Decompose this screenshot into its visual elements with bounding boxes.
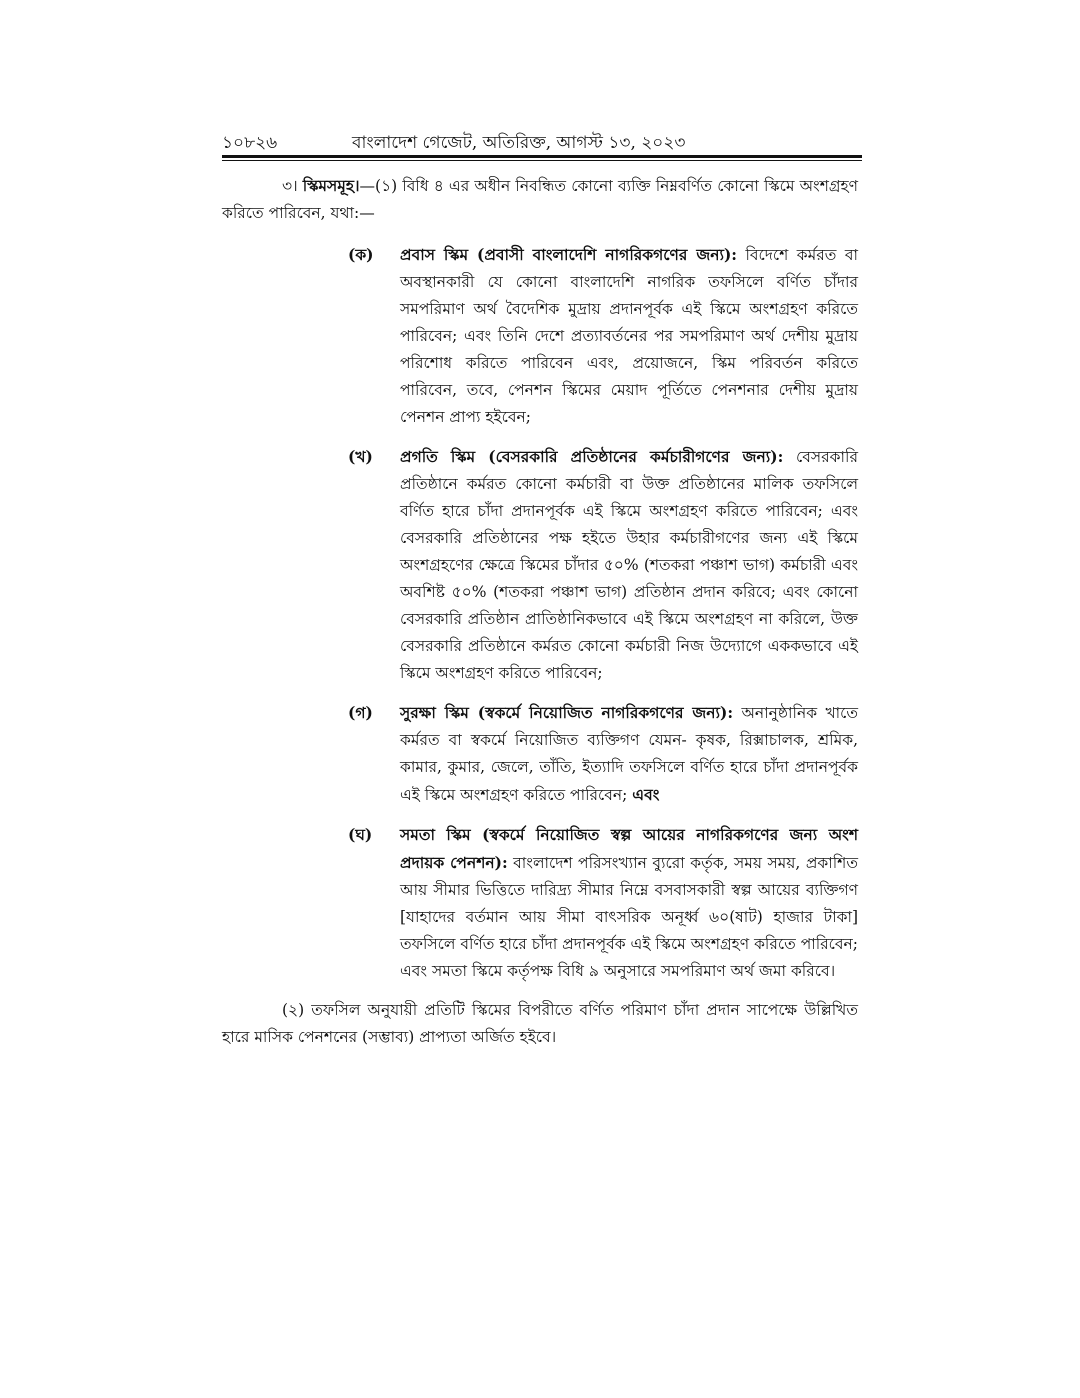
clause-text: বাংলাদেশ পরিসংখ্যান ব্যুরো কর্তৃক, সময় সময়, প্রকাশিত আয় সীমার ভিত্তিতে দারিদ্র্য সীমার নিম্নে বসবাসকারী স্বল্প আয়ের ব্যক্তিগণ [যাহাদের বর্তমান আয় সীমা বাৎসরিক অনূর্ধ্ব ৬০(ষাট) হাজার টাকা] তফসিলে বর্ণিত হারে চাঁদা প্রদানপূর্বক এই স্কিমে অংশগ্রহণ করিতে পারিবেন; এবং সমতা স্কিমে কর্তৃপক্ষ বিধি ৯ অনুসারে সমপরিমাণ অর্থ জমা করিবে। bbox=[400, 854, 858, 980]
header-rule-thin bbox=[222, 160, 862, 161]
clause-heading: সমতা স্কিম (স্বকর্মে নিয়োজিত স্বল্প আয়ের নাগরিকগণের জন্য অংশ প্রদায়ক পেনশন): bbox=[400, 825, 858, 872]
section-body bbox=[222, 172, 858, 1051]
page-header bbox=[222, 130, 862, 156]
clause-body bbox=[400, 821, 858, 985]
section-number: ৩। bbox=[282, 177, 298, 195]
clause-tail: এবং bbox=[632, 785, 660, 804]
clause-kha bbox=[342, 443, 858, 687]
clause-ga bbox=[342, 699, 858, 809]
clause-label: (ক) bbox=[348, 245, 374, 264]
clause-label: (খ) bbox=[348, 447, 373, 466]
section-title: স্কিমসমূহ। bbox=[302, 176, 360, 195]
clause-text: বেসরকারি প্রতিষ্ঠানে কর্মরত কোনো কর্মচারী বা উক্ত প্রতিষ্ঠানের মালিক তফসিলে বর্ণিত হারে চাঁদা প্রদানপূর্বক এই স্কিমে অংশগ্রহণ করিতে পারিবেন; এবং বেসরকারি প্রতিষ্ঠানের পক্ষ হইতে উহার কর্মচারীগণের জন্য এই স্কিমে অংশগ্রহণের ক্ষেত্রে স্কিমের চাঁদার ৫০% (শতকরা পঞ্চাশ ভাগ) কর্মচারী এবং অবশিষ্ট ৫০% (শতকরা পঞ্চাশ ভাগ) প্রতিষ্ঠান প্রদান করিবে; এবং কোনো বেসরকারি প্রতিষ্ঠান প্রাতিষ্ঠানিকভাবে এই স্কিমে অংশগ্রহণ না করিলে, উক্ত বেসরকারি প্রতিষ্ঠানে কর্মরত কোনো কর্মচারী নিজ উদ্যোগে এককভাবে এই স্কিমে অংশগ্রহণ করিতে পারিবেন; bbox=[400, 448, 858, 682]
clause-heading: সুরক্ষা স্কিম (স্বকর্মে নিয়োজিত নাগরিকগণের জন্য): bbox=[400, 703, 734, 722]
subsection-2: (২) তফসিল অনুযায়ী প্রতিটি স্কিমের বিপরীতে বর্ণিত পরিমাণ চাঁদা প্রদান সাপেক্ষে উল্লিখিত হারে মাসিক পেনশনের (সম্ভাব্য) প্রাপ্যতা অর্জিত হইবে। bbox=[222, 1001, 858, 1046]
header-rule-thick bbox=[222, 155, 862, 158]
clause-heading: প্রবাস স্কিম (প্রবাসী বাংলাদেশি নাগরিকগণের জন্য): bbox=[400, 245, 738, 264]
clause-label: (গ) bbox=[348, 703, 373, 722]
clause-label: (ঘ) bbox=[348, 825, 373, 844]
clause-gha bbox=[342, 821, 858, 985]
clause-body bbox=[400, 241, 858, 431]
clause-body bbox=[400, 443, 858, 687]
clause-text: বিদেশে কর্মরত বা অবস্থানকারী যে কোনো বাংলাদেশি নাগরিক তফসিলে বর্ণিত চাঁদার সমপরিমাণ অর্থ বৈদেশিক মুদ্রায় প্রদানপূর্বক এই স্কিমে অংশগ্রহণ করিতে পারিবেন; এবং তিনি দেশে প্রত্যাবর্তনের পর সমপরিমাণ অর্থ দেশীয় মুদ্রায় পরিশোধ করিতে পারিবেন এবং, প্রয়োজনে, স্কিম পরিবর্তন করিতে পারিবেন, তবে, পেনশন স্কিমের মেয়াদ পূর্তিতে পেনশনার দেশীয় মুদ্রায় পেনশন প্রাপ্য হইবেন; bbox=[400, 246, 858, 426]
clause-heading: প্রগতি স্কিম (বেসরকারি প্রতিষ্ঠানের কর্মচারীগণের জন্য): bbox=[400, 447, 784, 466]
clause-ka bbox=[342, 241, 858, 431]
section-3-intro bbox=[222, 172, 858, 227]
running-head: বাংলাদেশ গেজেট, অতিরিক্ত, আগস্ট ১৩, ২০২৩ bbox=[352, 133, 686, 153]
clause-text: অনানুষ্ঠানিক খাতে কর্মরত বা স্বকর্মে নিয়োজিত ব্যক্তিগণ যেমন- কৃষক, রিক্সাচালক, শ্রমিক, কামার, কুমার, জেলে, তাঁতি, ইত্যাদি তফসিলে বর্ণিত হারে চাঁদা প্রদানপূর্বক এই স্কিমে অংশগ্রহণ করিতে পারিবেন; bbox=[400, 704, 859, 804]
section-intro-text: —(১) বিধি ৪ এর অধীন নিবন্ধিত কোনো ব্যক্তি নিম্নবর্ণিত কোনো স্কিমে অংশগ্রহণ করিতে পারিবেন, যথা:— bbox=[222, 177, 858, 222]
page-number: ১০৮২৬ bbox=[222, 133, 278, 153]
clause-body bbox=[400, 699, 858, 809]
